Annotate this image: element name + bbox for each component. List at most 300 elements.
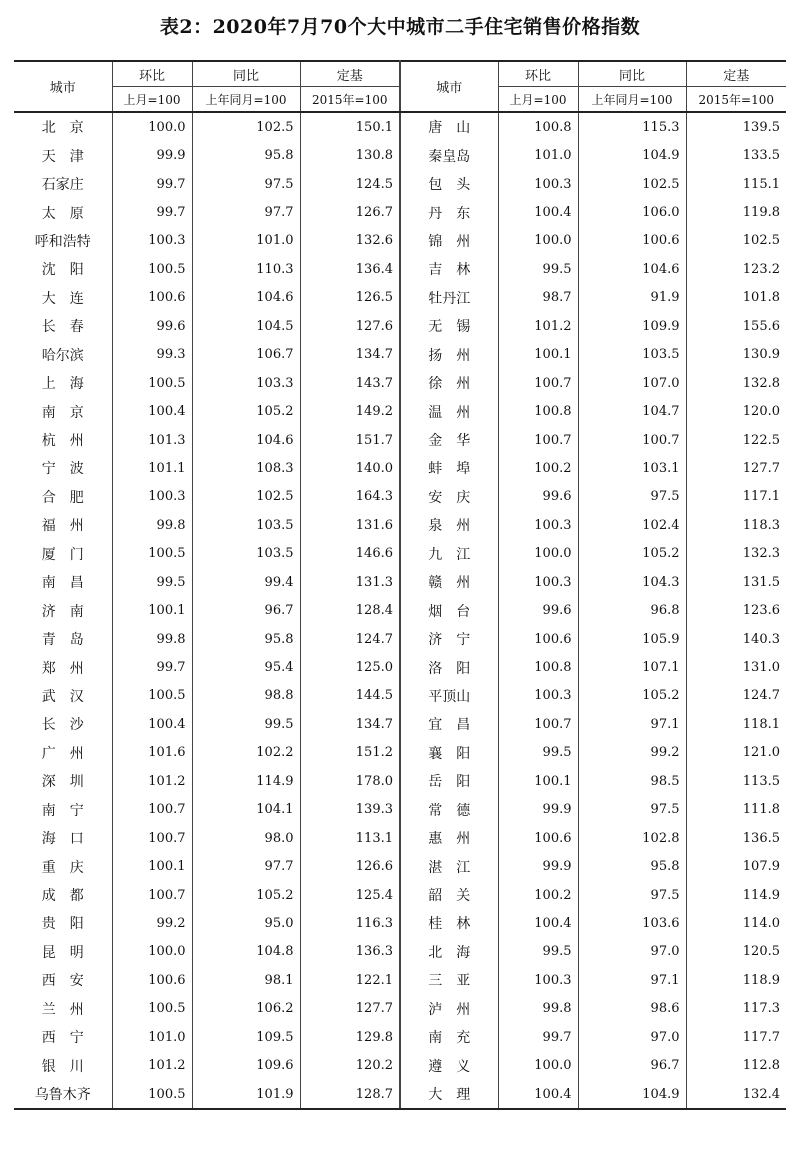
city-name-left: 深 圳	[14, 767, 112, 795]
base-value-left: 144.5	[300, 682, 400, 710]
mom-value-left: 101.6	[112, 739, 192, 767]
mom-value-right: 99.6	[498, 483, 578, 511]
yoy-value-right: 105.2	[578, 682, 686, 710]
yoy-value-right: 102.4	[578, 511, 686, 539]
mom-value-left: 100.0	[112, 938, 192, 966]
mom-value-left: 100.7	[112, 824, 192, 852]
city-name-left: 长 沙	[14, 710, 112, 738]
table-row	[14, 710, 786, 738]
base-value-left: 126.6	[300, 852, 400, 880]
yoy-value-right: 97.1	[578, 710, 686, 738]
city-name-right: 泸 州	[400, 995, 498, 1023]
mom-value-right: 100.7	[498, 710, 578, 738]
mom-value-right: 100.7	[498, 426, 578, 454]
city-name-right: 遵 义	[400, 1051, 498, 1079]
city-name-right: 北 海	[400, 938, 498, 966]
base-value-right: 122.5	[686, 426, 786, 454]
mom-value-left: 100.1	[112, 596, 192, 624]
yoy-value-right: 96.7	[578, 1051, 686, 1079]
yoy-value-left: 101.0	[192, 227, 300, 255]
yoy-value-right: 107.0	[578, 369, 686, 397]
base-value-left: 140.0	[300, 454, 400, 482]
base-value-right: 117.1	[686, 483, 786, 511]
mom-value-right: 99.5	[498, 938, 578, 966]
table-row	[14, 767, 786, 795]
yoy-value-right: 104.3	[578, 568, 686, 596]
mom-value-right: 100.4	[498, 198, 578, 226]
yoy-value-right: 97.5	[578, 796, 686, 824]
base-value-right: 117.7	[686, 1023, 786, 1051]
mom-value-right: 99.9	[498, 852, 578, 880]
mom-value-left: 100.6	[112, 284, 192, 312]
base-value-left: 124.5	[300, 170, 400, 198]
yoy-value-right: 100.6	[578, 227, 686, 255]
price-index-table	[14, 60, 786, 1110]
yoy-value-left: 102.2	[192, 739, 300, 767]
city-name-right: 南 充	[400, 1023, 498, 1051]
base-value-right: 132.4	[686, 1080, 786, 1109]
table-row	[14, 881, 786, 909]
table-row	[14, 540, 786, 568]
base-value-left: 122.1	[300, 966, 400, 994]
mom-value-left: 99.7	[112, 198, 192, 226]
yoy-value-right: 103.1	[578, 454, 686, 482]
base-value-left: 136.3	[300, 938, 400, 966]
mom-value-right: 100.3	[498, 682, 578, 710]
yoy-value-right: 102.8	[578, 824, 686, 852]
city-name-left: 兰 州	[14, 995, 112, 1023]
city-name-left: 南 昌	[14, 568, 112, 596]
city-name-right: 岳 阳	[400, 767, 498, 795]
table-body	[14, 112, 786, 1109]
yoy-value-right: 104.7	[578, 397, 686, 425]
city-name-left: 海 口	[14, 824, 112, 852]
subheader-yoy-right: 上年同月=100	[578, 87, 686, 113]
mom-value-right: 100.8	[498, 397, 578, 425]
mom-value-right: 99.8	[498, 995, 578, 1023]
mom-value-left: 99.3	[112, 341, 192, 369]
mom-value-left: 100.4	[112, 397, 192, 425]
base-value-right: 139.5	[686, 112, 786, 141]
base-value-left: 149.2	[300, 397, 400, 425]
city-name-left: 福 州	[14, 511, 112, 539]
city-name-left: 武 汉	[14, 682, 112, 710]
mom-value-left: 99.5	[112, 568, 192, 596]
table-row	[14, 284, 786, 312]
header-mom-left: 环比	[112, 61, 192, 87]
mom-value-right: 100.1	[498, 341, 578, 369]
table-row	[14, 170, 786, 198]
base-value-right: 101.8	[686, 284, 786, 312]
city-name-left: 银 川	[14, 1051, 112, 1079]
yoy-value-left: 105.2	[192, 881, 300, 909]
city-name-left: 昆 明	[14, 938, 112, 966]
mom-value-right: 100.1	[498, 767, 578, 795]
mom-value-right: 99.5	[498, 255, 578, 283]
yoy-value-right: 115.3	[578, 112, 686, 141]
yoy-value-left: 99.5	[192, 710, 300, 738]
mom-value-right: 99.5	[498, 739, 578, 767]
table-row	[14, 739, 786, 767]
city-name-right: 三 亚	[400, 966, 498, 994]
mom-value-right: 100.4	[498, 1080, 578, 1109]
table-row	[14, 397, 786, 425]
mom-value-right: 101.0	[498, 141, 578, 169]
city-name-left: 沈 阳	[14, 255, 112, 283]
base-value-right: 155.6	[686, 312, 786, 340]
header-city-left: 城市	[14, 61, 112, 112]
table-row	[14, 796, 786, 824]
city-name-right: 扬 州	[400, 341, 498, 369]
yoy-value-left: 97.7	[192, 852, 300, 880]
base-value-left: 128.4	[300, 596, 400, 624]
city-name-right: 吉 林	[400, 255, 498, 283]
mom-value-right: 100.2	[498, 454, 578, 482]
table-row	[14, 938, 786, 966]
city-name-right: 九 江	[400, 540, 498, 568]
yoy-value-left: 108.3	[192, 454, 300, 482]
table-row	[14, 369, 786, 397]
yoy-value-left: 102.5	[192, 112, 300, 141]
table-row	[14, 909, 786, 937]
base-value-right: 136.5	[686, 824, 786, 852]
mom-value-left: 99.2	[112, 909, 192, 937]
table-row	[14, 227, 786, 255]
yoy-value-right: 97.5	[578, 483, 686, 511]
city-name-right: 襄 阳	[400, 739, 498, 767]
yoy-value-left: 95.0	[192, 909, 300, 937]
base-value-left: 136.4	[300, 255, 400, 283]
city-name-right: 惠 州	[400, 824, 498, 852]
table-row	[14, 995, 786, 1023]
base-value-left: 139.3	[300, 796, 400, 824]
table-row	[14, 625, 786, 653]
base-value-left: 113.1	[300, 824, 400, 852]
yoy-value-left: 98.8	[192, 682, 300, 710]
city-name-left: 西 宁	[14, 1023, 112, 1051]
base-value-left: 143.7	[300, 369, 400, 397]
city-name-left: 重 庆	[14, 852, 112, 880]
mom-value-left: 100.4	[112, 710, 192, 738]
base-value-left: 120.2	[300, 1051, 400, 1079]
mom-value-left: 99.7	[112, 653, 192, 681]
city-name-left: 石家庄	[14, 170, 112, 198]
yoy-value-left: 97.7	[192, 198, 300, 226]
subheader-mom-right: 上月=100	[498, 87, 578, 113]
base-value-right: 113.5	[686, 767, 786, 795]
yoy-value-left: 103.3	[192, 369, 300, 397]
mom-value-left: 101.0	[112, 1023, 192, 1051]
base-value-left: 129.8	[300, 1023, 400, 1051]
city-name-right: 蚌 埠	[400, 454, 498, 482]
city-name-left: 南 京	[14, 397, 112, 425]
yoy-value-left: 104.6	[192, 284, 300, 312]
table-row	[14, 255, 786, 283]
base-value-right: 121.0	[686, 739, 786, 767]
base-value-left: 124.7	[300, 625, 400, 653]
base-value-right: 112.8	[686, 1051, 786, 1079]
yoy-value-left: 104.6	[192, 426, 300, 454]
subheader-base-right: 2015年=100	[686, 87, 786, 113]
yoy-value-right: 103.6	[578, 909, 686, 937]
table-row	[14, 426, 786, 454]
mom-value-right: 100.3	[498, 511, 578, 539]
city-name-right: 安 庆	[400, 483, 498, 511]
city-name-right: 金 华	[400, 426, 498, 454]
base-value-left: 116.3	[300, 909, 400, 937]
city-name-right: 丹 东	[400, 198, 498, 226]
mom-value-right: 100.7	[498, 369, 578, 397]
city-name-left: 厦 门	[14, 540, 112, 568]
mom-value-left: 100.7	[112, 796, 192, 824]
table-row	[14, 141, 786, 169]
city-name-right: 秦皇岛	[400, 141, 498, 169]
city-name-right: 包 头	[400, 170, 498, 198]
base-value-left: 131.6	[300, 511, 400, 539]
yoy-value-left: 110.3	[192, 255, 300, 283]
yoy-value-left: 114.9	[192, 767, 300, 795]
table-row	[14, 596, 786, 624]
mom-value-left: 100.6	[112, 966, 192, 994]
table-row	[14, 568, 786, 596]
yoy-value-right: 104.9	[578, 141, 686, 169]
mom-value-left: 100.1	[112, 852, 192, 880]
base-value-right: 115.1	[686, 170, 786, 198]
base-value-left: 178.0	[300, 767, 400, 795]
table-row	[14, 511, 786, 539]
city-name-right: 赣 州	[400, 568, 498, 596]
city-name-left: 上 海	[14, 369, 112, 397]
yoy-value-right: 102.5	[578, 170, 686, 198]
yoy-value-right: 109.9	[578, 312, 686, 340]
city-name-left: 太 原	[14, 198, 112, 226]
table-row	[14, 198, 786, 226]
mom-value-left: 99.8	[112, 511, 192, 539]
city-name-left: 广 州	[14, 739, 112, 767]
city-name-left: 成 都	[14, 881, 112, 909]
mom-value-right: 100.3	[498, 966, 578, 994]
base-value-left: 125.0	[300, 653, 400, 681]
base-value-left: 126.5	[300, 284, 400, 312]
base-value-right: 132.8	[686, 369, 786, 397]
city-name-left: 北 京	[14, 112, 112, 141]
mom-value-left: 100.5	[112, 1080, 192, 1109]
city-name-right: 徐 州	[400, 369, 498, 397]
city-name-right: 唐 山	[400, 112, 498, 141]
city-name-left: 南 宁	[14, 796, 112, 824]
mom-value-left: 100.5	[112, 682, 192, 710]
yoy-value-right: 96.8	[578, 596, 686, 624]
base-value-right: 117.3	[686, 995, 786, 1023]
yoy-value-right: 98.5	[578, 767, 686, 795]
mom-value-left: 100.5	[112, 369, 192, 397]
mom-value-left: 99.9	[112, 141, 192, 169]
yoy-value-left: 103.5	[192, 540, 300, 568]
city-name-right: 桂 林	[400, 909, 498, 937]
yoy-value-right: 105.2	[578, 540, 686, 568]
subheader-yoy-left: 上年同月=100	[192, 87, 300, 113]
header-city-right: 城市	[400, 61, 498, 112]
yoy-value-left: 98.0	[192, 824, 300, 852]
base-value-left: 164.3	[300, 483, 400, 511]
mom-value-left: 100.5	[112, 995, 192, 1023]
table-row	[14, 312, 786, 340]
base-value-left: 127.6	[300, 312, 400, 340]
header-mom-right: 环比	[498, 61, 578, 87]
base-value-left: 128.7	[300, 1080, 400, 1109]
yoy-value-left: 104.5	[192, 312, 300, 340]
yoy-value-left: 109.5	[192, 1023, 300, 1051]
yoy-value-right: 99.2	[578, 739, 686, 767]
mom-value-left: 100.5	[112, 540, 192, 568]
city-name-right: 常 德	[400, 796, 498, 824]
mom-value-right: 100.4	[498, 909, 578, 937]
mom-value-right: 99.9	[498, 796, 578, 824]
mom-value-left: 99.8	[112, 625, 192, 653]
yoy-value-left: 98.1	[192, 966, 300, 994]
table-row	[14, 112, 786, 141]
header-base-right: 定基	[686, 61, 786, 87]
base-value-right: 119.8	[686, 198, 786, 226]
base-value-right: 123.6	[686, 596, 786, 624]
base-value-right: 133.5	[686, 141, 786, 169]
base-value-left: 146.6	[300, 540, 400, 568]
city-name-right: 大 理	[400, 1080, 498, 1109]
city-name-left: 大 连	[14, 284, 112, 312]
base-value-left: 151.7	[300, 426, 400, 454]
yoy-value-left: 95.8	[192, 141, 300, 169]
mom-value-left: 100.0	[112, 112, 192, 141]
table-row	[14, 1051, 786, 1079]
yoy-value-right: 100.7	[578, 426, 686, 454]
mom-value-left: 100.5	[112, 255, 192, 283]
page-title: 表2：2020年7月70个大中城市二手住宅销售价格指数	[159, 16, 641, 38]
base-value-right: 102.5	[686, 227, 786, 255]
yoy-value-right: 97.0	[578, 1023, 686, 1051]
city-name-left: 青 岛	[14, 625, 112, 653]
city-name-left: 合 肥	[14, 483, 112, 511]
yoy-value-right: 103.5	[578, 341, 686, 369]
base-value-right: 114.9	[686, 881, 786, 909]
city-name-left: 贵 阳	[14, 909, 112, 937]
city-name-right: 无 锡	[400, 312, 498, 340]
city-name-right: 洛 阳	[400, 653, 498, 681]
yoy-value-left: 99.4	[192, 568, 300, 596]
base-value-right: 107.9	[686, 852, 786, 880]
mom-value-right: 101.2	[498, 312, 578, 340]
base-value-right: 124.7	[686, 682, 786, 710]
mom-value-right: 100.0	[498, 540, 578, 568]
header-yoy-left: 同比	[192, 61, 300, 87]
yoy-value-left: 102.5	[192, 483, 300, 511]
mom-value-left: 101.2	[112, 1051, 192, 1079]
subheader-base-left: 2015年=100	[300, 87, 400, 113]
base-value-left: 151.2	[300, 739, 400, 767]
base-value-right: 123.2	[686, 255, 786, 283]
base-value-right: 120.5	[686, 938, 786, 966]
yoy-value-right: 97.0	[578, 938, 686, 966]
base-value-right: 131.5	[686, 568, 786, 596]
subheader-mom-left: 上月=100	[112, 87, 192, 113]
base-value-right: 127.7	[686, 454, 786, 482]
yoy-value-left: 95.8	[192, 625, 300, 653]
city-name-right: 韶 关	[400, 881, 498, 909]
mom-value-right: 100.8	[498, 653, 578, 681]
city-name-left: 呼和浩特	[14, 227, 112, 255]
yoy-value-right: 97.5	[578, 881, 686, 909]
yoy-value-left: 103.5	[192, 511, 300, 539]
base-value-left: 125.4	[300, 881, 400, 909]
city-name-left: 杭 州	[14, 426, 112, 454]
yoy-value-left: 95.4	[192, 653, 300, 681]
base-value-right: 131.0	[686, 653, 786, 681]
mom-value-left: 100.3	[112, 483, 192, 511]
base-value-right: 130.9	[686, 341, 786, 369]
mom-value-left: 100.7	[112, 881, 192, 909]
city-name-left: 天 津	[14, 141, 112, 169]
table-row	[14, 682, 786, 710]
mom-value-right: 100.0	[498, 227, 578, 255]
mom-value-right: 100.0	[498, 1051, 578, 1079]
header-row	[14, 61, 786, 87]
yoy-value-left: 105.2	[192, 397, 300, 425]
mom-value-right: 100.3	[498, 170, 578, 198]
yoy-value-right: 95.8	[578, 852, 686, 880]
mom-value-left: 99.6	[112, 312, 192, 340]
table-row	[14, 653, 786, 681]
base-value-left: 126.7	[300, 198, 400, 226]
table-row	[14, 1023, 786, 1051]
mom-value-left: 101.2	[112, 767, 192, 795]
table-row	[14, 483, 786, 511]
city-name-left: 郑 州	[14, 653, 112, 681]
base-value-left: 131.3	[300, 568, 400, 596]
base-value-left: 150.1	[300, 112, 400, 141]
table-row	[14, 454, 786, 482]
yoy-value-left: 106.7	[192, 341, 300, 369]
city-name-left: 西 安	[14, 966, 112, 994]
city-name-left: 宁 波	[14, 454, 112, 482]
city-name-right: 平顶山	[400, 682, 498, 710]
base-value-left: 130.8	[300, 141, 400, 169]
base-value-left: 127.7	[300, 995, 400, 1023]
mom-value-right: 100.2	[498, 881, 578, 909]
yoy-value-right: 91.9	[578, 284, 686, 312]
mom-value-left: 101.1	[112, 454, 192, 482]
base-value-right: 111.8	[686, 796, 786, 824]
city-name-left: 济 南	[14, 596, 112, 624]
mom-value-right: 99.7	[498, 1023, 578, 1051]
yoy-value-left: 104.8	[192, 938, 300, 966]
header-yoy-right: 同比	[578, 61, 686, 87]
table-row	[14, 966, 786, 994]
city-name-right: 锦 州	[400, 227, 498, 255]
city-name-left: 长 春	[14, 312, 112, 340]
mom-value-left: 101.3	[112, 426, 192, 454]
base-value-right: 140.3	[686, 625, 786, 653]
yoy-value-left: 109.6	[192, 1051, 300, 1079]
header-base-left: 定基	[300, 61, 400, 87]
mom-value-right: 100.3	[498, 568, 578, 596]
mom-value-right: 99.6	[498, 596, 578, 624]
yoy-value-left: 97.5	[192, 170, 300, 198]
mom-value-left: 100.3	[112, 227, 192, 255]
city-name-right: 温 州	[400, 397, 498, 425]
table-row	[14, 341, 786, 369]
base-value-right: 118.1	[686, 710, 786, 738]
city-name-left: 哈尔滨	[14, 341, 112, 369]
city-name-right: 泉 州	[400, 511, 498, 539]
